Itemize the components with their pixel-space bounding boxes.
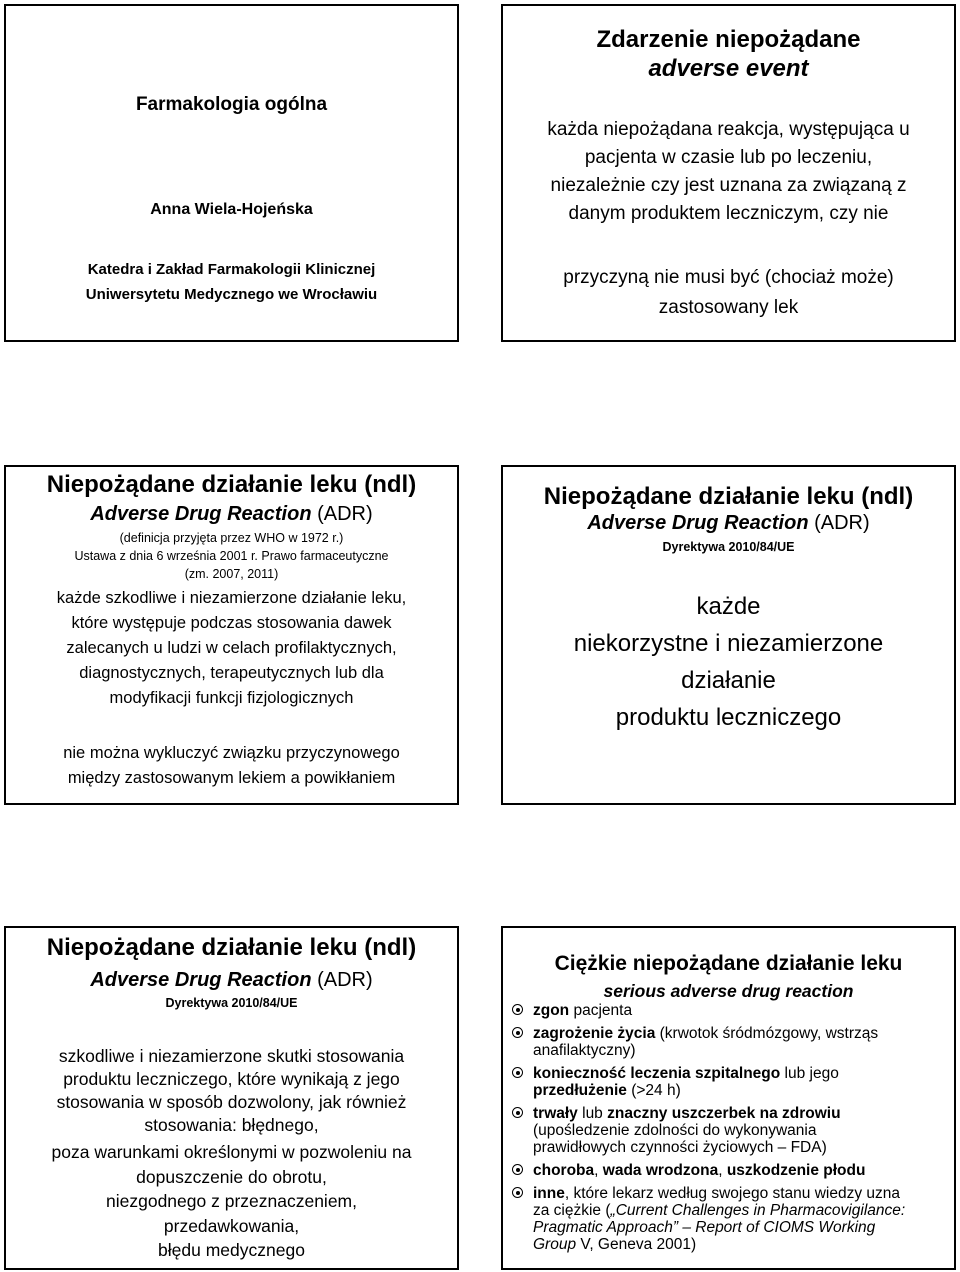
- criterion-text: (krwotok śródmózgowy, wstrząs: [655, 1025, 879, 1042]
- criterion-text: anafilaktyczny): [533, 1042, 636, 1059]
- text-line: niezgodnego z przeznaczeniem,: [106, 1191, 357, 1211]
- bullet-icon: [512, 1187, 523, 1198]
- text-line: danym produktem leczniczym, czy nie: [568, 203, 889, 224]
- definition-paragraph: [6, 1045, 457, 1137]
- slide-heading: Niepożądane działanie leku (ndl): [46, 471, 417, 498]
- slide-heading: Niepożądane działanie leku (ndl): [46, 934, 417, 961]
- list-item: [511, 1025, 948, 1059]
- criterion-keyword: znaczny uszczerbek na zdrowiu: [607, 1105, 841, 1122]
- source-note: (zm. 2007, 2011): [184, 567, 279, 581]
- text-line: stosowania: błędnego,: [144, 1115, 319, 1135]
- criterion-keyword: inne: [533, 1185, 565, 1202]
- slide-heading: Ciężkie niepożądane działanie leku: [554, 952, 903, 975]
- text-line: każda niepożądana reakcja, występująca u: [547, 119, 910, 140]
- text-line: pacjenta w czasie lub po leczeniu,: [584, 147, 873, 168]
- list-item: [511, 1065, 948, 1099]
- criterion-keyword: trwały: [533, 1105, 578, 1122]
- criterion-text: za ciężkie (: [533, 1202, 611, 1219]
- text-line: nie można wykluczyć związku przyczynowego: [63, 744, 400, 762]
- criterion-text: ,: [594, 1162, 603, 1179]
- text-line: zastosowany lek: [658, 297, 799, 318]
- criterion-text: pacjenta: [569, 1002, 633, 1019]
- slide-serious-adr: [501, 926, 956, 1270]
- text-line: które występuje podczas stosowania dawek: [71, 614, 392, 632]
- text-line: produktu leczniczego, które wynikają z jego: [63, 1069, 400, 1089]
- bullet-icon: [512, 1164, 523, 1175]
- text-line: działanie: [681, 667, 776, 694]
- bullet-icon: [512, 1027, 523, 1038]
- list-item: [511, 1162, 948, 1179]
- slide-adr-effects: [4, 926, 459, 1270]
- criterion-text: prawidłowych czynności życiowych – FDA): [533, 1139, 827, 1156]
- text-line: dopuszczenie do obrotu,: [136, 1166, 327, 1187]
- text-line: diagnostycznych, terapeutycznych lub dla: [79, 664, 384, 682]
- adr-abbr: (ADR): [311, 503, 373, 525]
- criterion-text: (upośledzenie zdolności do wykonywania: [533, 1122, 817, 1139]
- slide-subheading: [6, 969, 457, 992]
- text-line: produktu leczniczego: [615, 704, 842, 731]
- adr-english: Adverse Drug Reaction: [90, 969, 312, 991]
- citation-text: Pragmatic Approach” – Report of CIOMS Working: [533, 1219, 876, 1236]
- conditions-paragraph: [6, 1140, 457, 1263]
- criterion-keyword: zgon: [533, 1002, 570, 1019]
- definition-paragraph: [503, 116, 954, 228]
- text-line: każde: [696, 593, 761, 620]
- slide-subheading: [6, 503, 457, 526]
- list-item: [511, 1002, 948, 1019]
- criteria-list: [511, 1002, 948, 1259]
- criterion-text: ,: [718, 1162, 727, 1179]
- text-line: przedawkowania,: [163, 1215, 300, 1236]
- slide-subheading: serious adverse drug reaction: [603, 981, 854, 1001]
- slide-adr-directive: [501, 465, 956, 805]
- criterion-keyword: wada wrodzona: [602, 1162, 719, 1179]
- department-line-2: Uniwersytetu Medycznego we Wrocławiu: [85, 286, 378, 303]
- text-line: każde szkodliwe i niezamierzone działanie leku,: [56, 589, 407, 607]
- criterion-text: , które lekarz według swojego stanu wiedzy uzna: [564, 1185, 901, 1202]
- criterion-text: lub jego: [780, 1065, 839, 1082]
- slide-heading: Zdarzenie niepożądane: [596, 26, 861, 53]
- course-title: Farmakologia ogólna: [135, 94, 328, 115]
- criterion-keyword: konieczność leczenia szpitalnego: [533, 1065, 781, 1082]
- text-line: błędu medycznego: [158, 1240, 305, 1260]
- adr-abbr: (ADR): [808, 512, 870, 534]
- list-item: [511, 1105, 948, 1156]
- slide-title: [4, 4, 459, 342]
- text-line: przyczyną nie musi być (chociaż może): [563, 267, 894, 288]
- text-line: modyfikacji funkcji fizjologicznych: [109, 689, 354, 707]
- causality-paragraph: [6, 741, 457, 791]
- text-line: szkodliwe i niezamierzone skutki stosowania: [58, 1046, 405, 1066]
- criterion-text: lub: [577, 1105, 608, 1122]
- slide-adr-who: [4, 465, 459, 805]
- citation-text: „Current Challenges in Pharmacovigilance:: [610, 1202, 906, 1219]
- bullet-icon: [512, 1004, 523, 1015]
- definition-paragraph: [503, 588, 954, 736]
- text-line: niezależnie czy jest uznana za związaną z: [550, 175, 907, 196]
- directive-reference: Dyrektywa 2010/84/UE: [662, 540, 795, 554]
- list-item: [511, 1185, 948, 1253]
- text-line: stosowania w sposób dozwolony, jak również: [56, 1092, 407, 1112]
- criterion-keyword: uszkodzenie płodu: [726, 1162, 866, 1179]
- adr-english: Adverse Drug Reaction: [587, 512, 809, 534]
- criterion-text: (>24 h): [626, 1082, 681, 1099]
- source-note: (definicja przyjęta przez WHO w 1972 r.): [119, 531, 344, 545]
- adr-english: Adverse Drug Reaction: [90, 503, 312, 525]
- bullet-icon: [512, 1107, 523, 1118]
- text-line: zalecanych u ludzi w celach profilaktycznych,: [66, 639, 397, 657]
- bullet-icon: [512, 1067, 523, 1078]
- note-paragraph: [503, 263, 954, 323]
- source-notes: [6, 529, 457, 583]
- source-note: Ustawa z dnia 6 września 2001 r. Prawo farmaceutyczne: [74, 549, 389, 563]
- slide-heading: Niepożądane działanie leku (ndl): [543, 483, 914, 510]
- adr-abbr: (ADR): [311, 969, 373, 991]
- slide-subheading: adverse event: [648, 55, 809, 82]
- department-line-1: Katedra i Zakład Farmakologii Klinicznej: [87, 261, 376, 278]
- text-line: niekorzystne i niezamierzone: [573, 630, 884, 657]
- directive-reference: Dyrektywa 2010/84/UE: [165, 996, 298, 1010]
- author-name: Anna Wiela-Hojeńska: [150, 201, 313, 218]
- slide-subheading: [503, 512, 954, 535]
- criterion-keyword: zagrożenie życia: [533, 1025, 656, 1042]
- slide-adverse-event: [501, 4, 956, 342]
- criterion-text: V, Geneva 2001): [576, 1236, 697, 1253]
- text-line: między zastosowanym lekiem a powikłaniem: [67, 769, 396, 787]
- definition-paragraph: [6, 586, 457, 711]
- citation-text: Group: [533, 1236, 577, 1253]
- criterion-keyword: przedłużenie: [533, 1082, 627, 1099]
- criterion-keyword: choroba: [533, 1162, 595, 1179]
- text-line: poza warunkami określonymi w pozwoleniu na: [51, 1142, 412, 1162]
